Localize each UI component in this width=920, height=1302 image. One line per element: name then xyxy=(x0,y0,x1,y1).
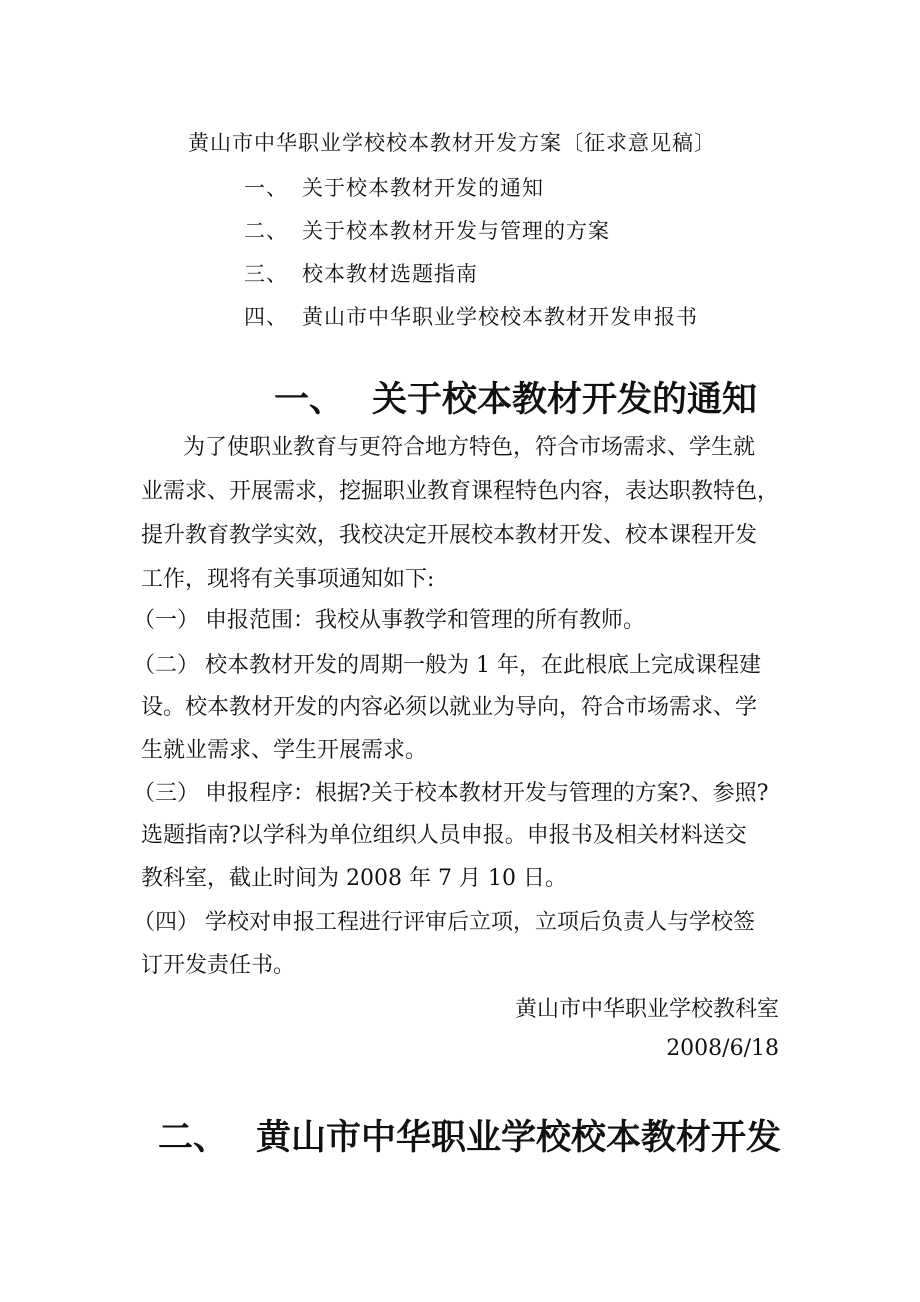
notice-item-text: 申报程序：根据?关于校本教材开发与管理的方案?、参照? xyxy=(205,781,769,806)
notice-item xyxy=(133,603,645,634)
notice-item-number: （四） xyxy=(133,910,200,935)
toc-item xyxy=(244,258,478,288)
notice-item-continuation: 设。校本教材开发的内容必须以就业为导向，符合市场需求、学 xyxy=(141,695,758,720)
notice-item xyxy=(133,905,755,936)
toc-item-text: 校本教材选题指南 xyxy=(302,262,478,286)
toc-item-number: 二、 xyxy=(244,219,288,243)
toc-item-text: 关于校本教材开发与管理的方案 xyxy=(302,219,610,243)
signature-date: 2008/6/18 xyxy=(666,1036,779,1061)
toc-item xyxy=(244,215,610,245)
intro-line: 工作，现将有关事项通知如下: xyxy=(141,567,435,592)
document-title: 黄山市中华职业学校校本教材开发方案〔征求意见稿〕 xyxy=(188,131,716,155)
toc-item-text: 关于校本教材开发的通知 xyxy=(302,176,544,200)
intro-line: 业需求、开展需求，挖掘职业教育课程特色内容，表达职教特色， xyxy=(141,479,780,504)
toc-item xyxy=(244,301,698,331)
toc-item-number: 三、 xyxy=(244,262,288,286)
intro-line: 提升教育教学实效，我校决定开展校本教材开发、校本课程开发 xyxy=(141,523,758,548)
notice-item-continuation: 生就业需求、学生开展需求。 xyxy=(141,738,428,763)
notice-item-continuation: 教科室，截止时间为 2008 年 7 月 10 日。 xyxy=(141,866,567,891)
toc-item-number: 四、 xyxy=(244,305,288,329)
notice-item-continuation: 选题指南?以学科为单位组织人员申报。申报书及相关材料送交 xyxy=(141,823,747,848)
section2-heading-text: 黄山市中华职业学校校本教材开发 xyxy=(256,1118,782,1158)
section1-heading-number: 一、 xyxy=(274,380,345,420)
notice-item-text: 校本教材开发的周期一般为 1 年，在此根底上完成课程建 xyxy=(205,653,761,678)
notice-item xyxy=(133,776,768,807)
notice-item-number: （二） xyxy=(133,653,200,678)
notice-item-number: （三） xyxy=(133,781,200,806)
notice-item-continuation: 订开发责任书。 xyxy=(141,953,296,978)
notice-item xyxy=(133,648,761,679)
notice-item-text: 申报范围：我校从事教学和管理的所有教师。 xyxy=(205,608,646,633)
section2-heading-number: 二、 xyxy=(158,1118,229,1158)
toc-item-number: 一、 xyxy=(244,176,288,200)
notice-item-text: 学校对申报工程进行评审后立项，立项后负责人与学校签 xyxy=(205,910,756,935)
toc-item xyxy=(244,172,544,202)
section2-heading xyxy=(158,1110,781,1160)
toc-item-text: 黄山市中华职业学校校本教材开发申报书 xyxy=(302,305,698,329)
signature: 黄山市中华职业学校教科室 xyxy=(514,997,779,1022)
section1-heading xyxy=(274,372,757,422)
section1-heading-text: 关于校本教材开发的通知 xyxy=(372,380,758,420)
intro-line: 为了使职业教育与更符合地方特色，符合市场需求、学生就 xyxy=(183,435,756,460)
notice-item-number: （一） xyxy=(133,608,200,633)
